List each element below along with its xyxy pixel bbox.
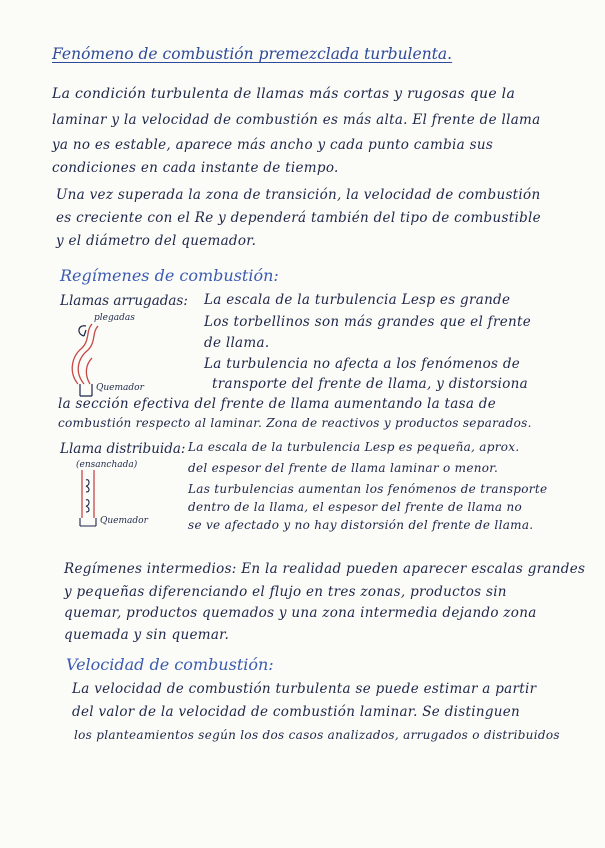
distributed-line-4: dentro de la llama, el espesor del frente de llama no	[188, 500, 523, 514]
wrinkled-burner-label: Quemador	[96, 383, 144, 393]
distributed-line-5: se ve afectado y no hay distorsión del frente de llama.	[188, 518, 534, 532]
wrinkled-line-3: de llama.	[204, 335, 270, 351]
intro-line-2: laminar y la velocidad de combustión es más alta. El frente de llama	[52, 112, 541, 128]
distributed-sublabel: (ensanchada)	[76, 460, 138, 470]
wrinkled-line-5: transporte del frente de llama, y distorsiona	[212, 376, 529, 392]
transition-line-3: y el diámetro del quemador.	[56, 233, 257, 249]
intermediate-line-4: quemada y sin quemar.	[64, 627, 230, 643]
distributed-line-1: La escala de la turbulencia Lesp es pequeña, aprox.	[188, 440, 520, 454]
intermediate-line-3: quemar, productos quemados y una zona intermedia dejando zona	[64, 605, 537, 621]
intro-line-1: La condición turbulenta de llamas más cortas y rugosas que la	[52, 86, 516, 102]
wrinkled-sublabel: plegadas	[94, 313, 135, 323]
velocity-line-2: del valor de la velocidad de combustión laminar. Se distinguen	[72, 704, 521, 720]
intermediate-line-2: y pequeñas diferenciando el flujo en tres zonas, productos sin	[64, 584, 507, 600]
transition-line-2: es creciente con el Re y dependerá también del tipo de combustible	[56, 210, 541, 226]
velocity-line-3: los planteamientos según los dos casos analizados, arrugados o distribuidos	[74, 728, 560, 742]
wrinkled-line-6: la sección efectiva del frente de llama aumentando la tasa de	[58, 396, 496, 412]
wrinkled-line-2: Los torbellinos son más grandes que el frente	[204, 314, 532, 330]
wrinkled-label: Llamas arrugadas:	[60, 293, 188, 309]
intermediate-line-1: Regímenes intermedios: En la realidad pueden aparecer escalas grandes	[64, 561, 586, 577]
wrinkled-line-7: combustión respecto al laminar. Zona de reactivos y productos separados.	[58, 416, 532, 430]
distributed-line-3: Las turbulencias aumentan los fenómenos de transporte	[188, 482, 548, 496]
intro-line-3: ya no es estable, aparece más ancho y cada punto cambia sus	[52, 137, 494, 153]
wrinkled-line-1: La escala de la turbulencia Lesp es grande	[204, 292, 511, 308]
intro-line-4: condiciones en cada instante de tiempo.	[52, 160, 339, 176]
distributed-label: Llama distribuida:	[60, 441, 186, 457]
wrinkled-line-4: La turbulencia no afecta a los fenómenos de	[204, 356, 521, 372]
transition-line-1: Una vez superada la zona de transición, la velocidad de combustión	[56, 187, 541, 203]
distributed-burner-label: Quemador	[100, 516, 148, 526]
regimes-heading: Regímenes de combustión:	[60, 266, 279, 285]
page-title: Fenómeno de combustión premezclada turbulenta.	[52, 45, 453, 63]
velocity-heading: Velocidad de combustión:	[66, 655, 274, 674]
velocity-line-1: La velocidad de combustión turbulenta se puede estimar a partir	[72, 681, 537, 697]
distributed-line-2: del espesor del frente de llama laminar o menor.	[188, 461, 499, 475]
